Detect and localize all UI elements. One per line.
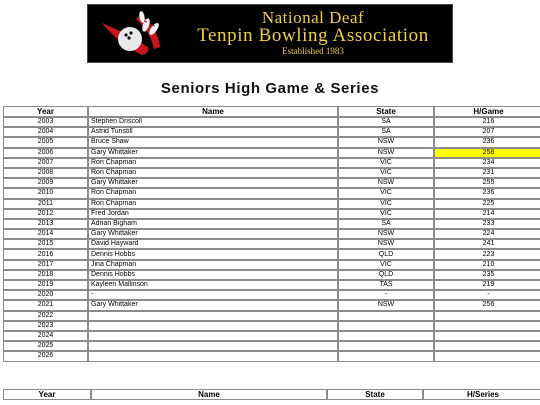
table-row (3, 351, 540, 361)
high-game-cell: 216 (434, 117, 540, 127)
year-cell: 2013 (3, 219, 88, 229)
table-row (3, 117, 540, 127)
high-game-cell: 207 (434, 127, 540, 137)
state-cell: SA (338, 127, 434, 137)
year-cell: 2006 (3, 148, 88, 158)
name-cell: Ron Chapman (88, 158, 338, 168)
state-cell: TAS (338, 280, 434, 290)
name-cell: Fred Jordan (88, 209, 338, 219)
high-game-cell: 235 (434, 270, 540, 280)
state-cell: NSW (338, 229, 434, 239)
table-row (3, 229, 540, 239)
year-cell: 2025 (3, 341, 88, 351)
high-series-table (3, 389, 540, 400)
high-game-cell: 210 (434, 260, 540, 270)
state-cell (338, 351, 434, 361)
year-cell: 2011 (3, 199, 88, 209)
name-cell: Bruce Shaw (88, 137, 338, 147)
name-cell: Gary Whittaker (88, 300, 338, 310)
high-game-cell: 233 (434, 219, 540, 229)
name-cell (88, 321, 338, 331)
high-game-cell: 224 (434, 229, 540, 239)
table-row (3, 270, 540, 280)
col-header-state: State (338, 106, 434, 117)
name-cell: - (88, 290, 338, 300)
name-cell: Gary Whittaker (88, 229, 338, 239)
high-game-cell: 241 (434, 239, 540, 249)
table-row (3, 127, 540, 137)
state-cell: VIC (338, 168, 434, 178)
state-cell: NSW (338, 178, 434, 188)
table-row (3, 290, 540, 300)
high-game-cell: 234 (434, 158, 540, 168)
name-cell: Ron Chapman (88, 199, 338, 209)
table-row (3, 158, 540, 168)
col-header-year: Year (3, 389, 91, 400)
state-cell: NSW (338, 300, 434, 310)
col-header-state: State (327, 389, 423, 400)
name-cell: Jina Chapman (88, 260, 338, 270)
name-cell (88, 341, 338, 351)
year-cell: 2026 (3, 351, 88, 361)
state-cell (338, 341, 434, 351)
name-cell: Gary Whittaker (88, 148, 338, 158)
year-cell: 2015 (3, 239, 88, 249)
year-cell: 2018 (3, 270, 88, 280)
col-header-name: Name (88, 106, 338, 117)
name-cell: David Hayward (88, 239, 338, 249)
state-cell: VIC (338, 199, 434, 209)
high-game-cell: 258 (434, 148, 540, 158)
name-cell: Ron Chapman (88, 168, 338, 178)
year-cell: 2021 (3, 300, 88, 310)
table-row (3, 178, 540, 188)
state-cell: SA (338, 117, 434, 127)
table-row (3, 199, 540, 209)
state-cell: NSW (338, 239, 434, 249)
high-game-cell (434, 321, 540, 331)
name-cell (88, 311, 338, 321)
year-cell: 2014 (3, 229, 88, 239)
high-game-table (3, 106, 540, 362)
year-cell: 2003 (3, 117, 88, 127)
table-header-row (3, 389, 540, 400)
high-game-cell: 236 (434, 188, 540, 198)
table-row (3, 137, 540, 147)
state-cell: VIC (338, 209, 434, 219)
banner-line-2: Tenpin Bowling Association (197, 25, 429, 46)
year-cell: 2005 (3, 137, 88, 147)
year-cell: 2012 (3, 209, 88, 219)
name-cell (88, 331, 338, 341)
year-cell: 2017 (3, 260, 88, 270)
col-header-year: Year (3, 106, 88, 117)
state-cell (338, 331, 434, 341)
association-banner (87, 4, 453, 63)
name-cell: Astrid Tunstill (88, 127, 338, 137)
year-cell: 2009 (3, 178, 88, 188)
name-cell: Adrian Bigham (88, 219, 338, 229)
state-cell: - (338, 290, 434, 300)
banner-line-3: Established 1983 (282, 46, 344, 56)
table-row (3, 311, 540, 321)
state-cell (338, 321, 434, 331)
state-cell: VIC (338, 158, 434, 168)
table-row (3, 249, 540, 259)
year-cell: 2019 (3, 280, 88, 290)
high-game-cell: 223 (434, 249, 540, 259)
bowling-logo-icon (96, 9, 170, 59)
name-cell (88, 351, 338, 361)
name-cell: Stephen Driscoll (88, 117, 338, 127)
table-row (3, 260, 540, 270)
col-header-name: Name (91, 389, 327, 400)
high-game-cell: 225 (434, 199, 540, 209)
table-row (3, 321, 540, 331)
high-game-cell: 255 (434, 178, 540, 188)
year-cell: 2020 (3, 290, 88, 300)
table-row (3, 188, 540, 198)
col-header-high-series: H/Series (423, 389, 540, 400)
year-cell: 2022 (3, 311, 88, 321)
state-cell (338, 311, 434, 321)
year-cell: 2024 (3, 331, 88, 341)
name-cell: Gary Whittaker (88, 178, 338, 188)
high-game-cell (434, 331, 540, 341)
year-cell: 2010 (3, 188, 88, 198)
name-cell: Dennis Hobbs (88, 249, 338, 259)
state-cell: VIC (338, 188, 434, 198)
high-game-cell: 214 (434, 209, 540, 219)
state-cell: NSW (338, 148, 434, 158)
banner-line-1: National Deaf (261, 8, 365, 27)
year-cell: 2016 (3, 249, 88, 259)
high-game-cell: 231 (434, 168, 540, 178)
high-game-cell: 219 (434, 280, 540, 290)
state-cell: NSW (338, 137, 434, 147)
state-cell: SA (338, 219, 434, 229)
state-cell: QLD (338, 249, 434, 259)
high-game-cell (434, 341, 540, 351)
table-row (3, 209, 540, 219)
table-row (3, 300, 540, 310)
name-cell: Kayleen Mallinson (88, 280, 338, 290)
high-game-cell: 256 (434, 300, 540, 310)
high-game-cell (434, 351, 540, 361)
col-header-high-game: H/Game (434, 106, 540, 117)
name-cell: Dennis Hobbs (88, 270, 338, 280)
page-title: Seniors High Game & Series (160, 80, 380, 97)
year-cell: 2008 (3, 168, 88, 178)
state-cell: QLD (338, 270, 434, 280)
table-row (3, 239, 540, 249)
table-row (3, 331, 540, 341)
name-cell: Ron Chapman (88, 188, 338, 198)
year-cell: 2004 (3, 127, 88, 137)
high-game-cell (434, 311, 540, 321)
table-row (3, 341, 540, 351)
table-row (3, 219, 540, 229)
table-row (3, 168, 540, 178)
table-row (3, 280, 540, 290)
year-cell: 2007 (3, 158, 88, 168)
state-cell: VIC (338, 260, 434, 270)
year-cell: 2023 (3, 321, 88, 331)
high-game-cell: 236 (434, 137, 540, 147)
table-header-row (3, 106, 540, 117)
table-row (3, 148, 540, 158)
high-game-cell: - (434, 290, 540, 300)
